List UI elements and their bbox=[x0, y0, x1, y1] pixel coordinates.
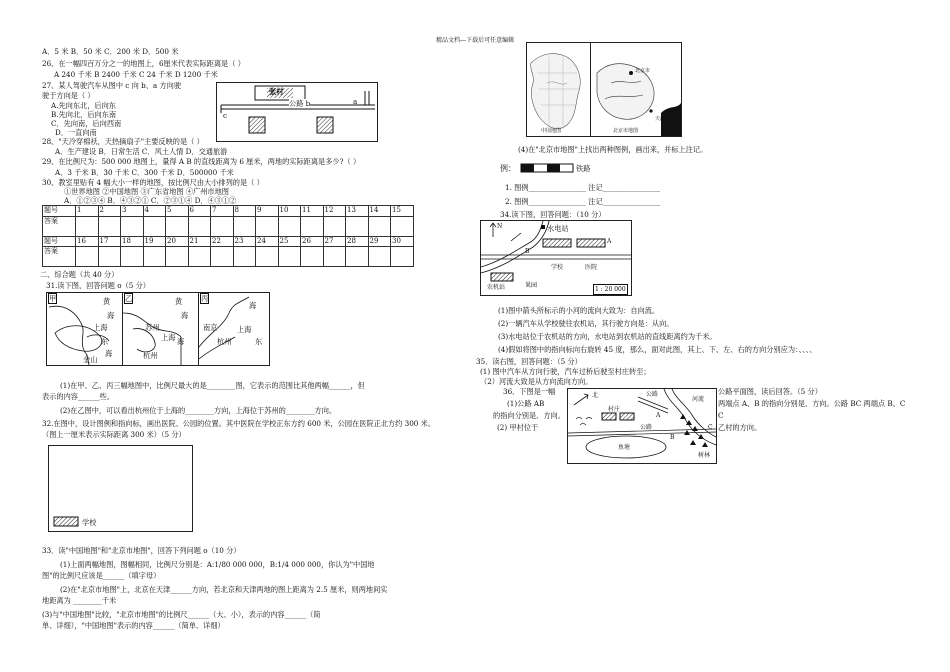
railway-symbol bbox=[521, 164, 573, 172]
q27-road-label: 公路 b bbox=[289, 99, 311, 108]
q31-map-yi-drawing bbox=[123, 293, 198, 365]
q33-1b: 图"的比例尺应该是______（填字母） bbox=[42, 571, 161, 580]
table-cell: 8 bbox=[233, 206, 256, 217]
q31-label-hangzhou: 杭州 bbox=[143, 351, 158, 360]
q31-label-bing: 丙 bbox=[201, 294, 209, 303]
answer-table bbox=[42, 205, 414, 267]
legend-example-label: 例： bbox=[500, 164, 516, 173]
beijing-map-caption: 北京市地图 bbox=[613, 128, 639, 134]
table-cell: 25 bbox=[278, 236, 301, 247]
q31-1: (1)在甲、乙、丙三幅地图中，比例尺最大的是________图，它表示的范围比其他两幅______，但 bbox=[60, 381, 365, 390]
table-cell: 28 bbox=[346, 236, 369, 247]
answer-cell[interactable] bbox=[143, 247, 166, 267]
q36-north: 北 bbox=[592, 392, 599, 399]
q36-map bbox=[567, 388, 717, 464]
q27-letter-a: a bbox=[353, 97, 358, 106]
q31-label-sea1: 黄 bbox=[103, 297, 111, 306]
table-cell: 2 bbox=[98, 206, 121, 217]
table-cell: 23 bbox=[233, 236, 256, 247]
q31-map-bing bbox=[198, 292, 270, 366]
q35-1: (1) 图中汽车从方向行驶，汽车过桥后驶至村庄转至； bbox=[480, 367, 651, 376]
answer-cell[interactable] bbox=[121, 216, 144, 236]
q36-point-C: C bbox=[708, 424, 713, 431]
q31-label-nanjing: 南京 bbox=[203, 323, 218, 332]
table-cell: 12 bbox=[323, 206, 346, 217]
q36-2b: 乙村的方向。 bbox=[718, 423, 762, 432]
q32-school-label: 学校 bbox=[82, 518, 97, 527]
table-cell: 24 bbox=[256, 236, 279, 247]
q36-village: 村庄 bbox=[608, 406, 621, 413]
q35-2: （2）河流大致是从方向流向方向。 bbox=[480, 377, 593, 386]
answer-cell[interactable] bbox=[301, 247, 324, 267]
q32-drawing-area[interactable] bbox=[48, 445, 193, 532]
table-cell: 1 bbox=[76, 206, 99, 217]
answer-cell[interactable] bbox=[188, 247, 211, 267]
section-2-title: 二、综合题（共 40 分） bbox=[40, 270, 119, 279]
answer-cell[interactable] bbox=[98, 247, 121, 267]
answer-cell[interactable] bbox=[98, 216, 121, 236]
table-cell: 18 bbox=[121, 236, 144, 247]
table-cell: 20 bbox=[166, 236, 189, 247]
answer-cell[interactable] bbox=[256, 216, 279, 236]
table-cell: 14 bbox=[368, 206, 391, 217]
q31-label-yi: 乙 bbox=[125, 294, 133, 303]
table-cell: 21 bbox=[188, 236, 211, 247]
table-cell: 19 bbox=[143, 236, 166, 247]
q31-label-sea2b: 海 bbox=[181, 311, 189, 320]
q36-road: 公路 bbox=[640, 424, 653, 431]
table-cell: 30 bbox=[391, 236, 414, 247]
q32-school-symbol bbox=[49, 446, 192, 531]
q36-road-top: 公路 bbox=[646, 391, 659, 398]
q36-fishpond: 鱼塘 bbox=[618, 444, 631, 451]
q34-orchard: 果园 bbox=[525, 282, 538, 289]
answer-cell[interactable] bbox=[391, 216, 414, 236]
q31-label-hai: 海 bbox=[105, 349, 113, 358]
q34-2: (2)一辆汽车从学校驶往农机站，其行驶方向是：从向。 bbox=[498, 319, 674, 328]
q31-label-jia: 甲 bbox=[49, 294, 57, 303]
q28-options: A．生产建设 B．日常生活 C．风土人情 D．交通旅游 bbox=[55, 147, 228, 156]
q36-grove: 树林 bbox=[698, 452, 711, 459]
answer-cell[interactable] bbox=[233, 247, 256, 267]
table-row bbox=[43, 236, 414, 247]
answer-cell[interactable] bbox=[323, 247, 346, 267]
q36-1: (1)公路 AB bbox=[507, 399, 545, 408]
q25-options: A．5 米 B．50 米 C．200 米 D．500 米 bbox=[42, 47, 179, 56]
legend-rail-label: 铁路 bbox=[576, 164, 591, 173]
table-cell: 29 bbox=[368, 236, 391, 247]
table-cell: 5 bbox=[166, 206, 189, 217]
q27-road-map bbox=[216, 82, 378, 142]
answer-cell[interactable] bbox=[391, 247, 414, 267]
q36-b: 公路平面图，读后回答。（5 分） bbox=[718, 387, 822, 396]
q26-options: A 240 千米 B 2400 千米 C 24 千米 D 1200 千米 bbox=[54, 70, 218, 79]
q27-village-label: 张村 bbox=[269, 87, 284, 96]
q31-label-shanghai2: 上海 bbox=[161, 333, 176, 342]
q28: 28、"天冷穿棉袄，天热摘扇子"主要反映的是（ ） bbox=[42, 137, 204, 146]
q29: 29、在比例尺为：500 000 地图上，量得 A B 的直线距离为 6 厘米，两地的实际距离是多少?（ ） bbox=[42, 157, 361, 166]
table-cell: 16 bbox=[76, 236, 99, 247]
china-map-drawing bbox=[527, 43, 591, 136]
answer-cell[interactable] bbox=[278, 216, 301, 236]
q27-option-d: D．一直向南 bbox=[55, 128, 97, 137]
table-header: 答案 bbox=[43, 216, 76, 236]
q34-label-B: B bbox=[525, 248, 530, 255]
answer-cell[interactable] bbox=[346, 247, 369, 267]
answer-cell[interactable] bbox=[76, 247, 99, 267]
table-row bbox=[43, 216, 414, 236]
q33-3b: 单、详细），"中国地图"表示的内容______（简单、详细） bbox=[42, 621, 225, 630]
table-cell: 6 bbox=[188, 206, 211, 217]
q27-letter-c: c bbox=[223, 111, 228, 120]
legend-2: 2. 图例________________ 注记________________ bbox=[505, 197, 661, 206]
q36-2: (2) 甲村位于 bbox=[497, 423, 539, 432]
table-cell: 11 bbox=[301, 206, 324, 217]
q36-point-A: A bbox=[656, 412, 661, 419]
q34-power-station: 水电站 bbox=[547, 224, 569, 233]
q32: 32.在图中，设计图例和指向标，画出医院、公园的位置。其中医院在学校正东方约 600 米，公园在医院正北方约 300 米。 bbox=[42, 419, 436, 428]
table-row bbox=[43, 206, 414, 217]
q31-label-dong: 东 bbox=[101, 337, 109, 346]
q34-3: (3)水电站位于农机站的方向，水电站到农机站的直线距离约为千米。 bbox=[498, 332, 717, 341]
q36-1d: C bbox=[718, 411, 724, 420]
beijing-map-drawing bbox=[591, 43, 681, 136]
q31-label-hai2: 海 bbox=[177, 337, 185, 346]
q31-label-sea1b: 海 bbox=[107, 311, 115, 320]
q31-2: (2)在乙图中，可以看出杭州位于上海的________方向，上海位于苏州的________方向。 bbox=[60, 406, 337, 415]
q31-label-hai3: 海 bbox=[249, 301, 257, 310]
q27-road-map-drawing bbox=[217, 83, 377, 141]
q27-option-c: C．先向南，后向西南 bbox=[51, 119, 122, 128]
tianjin-label: 天津 bbox=[655, 116, 666, 122]
answer-cell[interactable] bbox=[211, 216, 234, 236]
beijing-label: 北京市 bbox=[635, 68, 651, 74]
q33-2b: 地距离为 ________千米 bbox=[42, 596, 117, 605]
answer-cell[interactable] bbox=[233, 216, 256, 236]
q33-1: (1)上面两幅地图，图幅相同，比例尺分别是：A:1/80 000 000，B:1/4 000 000，你认为"中国地 bbox=[60, 560, 375, 569]
table-row bbox=[43, 247, 414, 267]
answer-cell[interactable] bbox=[301, 216, 324, 236]
q27-option-b: B.先向北，后向东南 bbox=[51, 110, 117, 119]
answer-cell[interactable] bbox=[166, 216, 189, 236]
table-cell: 4 bbox=[143, 206, 166, 217]
q34-1: (1)图中箭头所标示的小河的流向大致为：自向流。 bbox=[498, 306, 660, 315]
q27-option-a: A.先向东北，后向东 bbox=[51, 101, 116, 110]
table-cell: 22 bbox=[211, 236, 234, 247]
q36-1b: 两端点 A、B 的指向分别是、方向。公路 BC 两端点 B、C bbox=[718, 399, 906, 408]
answer-cell[interactable] bbox=[76, 216, 99, 236]
china-map bbox=[526, 42, 592, 137]
table-header: 题号 bbox=[43, 236, 76, 247]
answer-cell[interactable] bbox=[346, 216, 369, 236]
answer-cell[interactable] bbox=[278, 247, 301, 267]
q31-label-sea2: 黄 bbox=[175, 297, 183, 306]
q36-point-B: B bbox=[670, 434, 675, 441]
q30: 30、教室里贴有 4 幅大小一样的地图，按比例尺由大小排列的是（ ） bbox=[42, 178, 264, 187]
q33: 33．读"中国地图"和"北京市地图"，回答下列问题 o（10 分） bbox=[42, 546, 241, 555]
q31-label-suzhou: 苏州 bbox=[145, 323, 160, 332]
q29-options: A．3 千米 B．30 千米 C．300 千米 D．500000 千米 bbox=[55, 168, 234, 177]
table-cell: 7 bbox=[211, 206, 234, 217]
answer-cell[interactable] bbox=[166, 247, 189, 267]
q31-label-shanghai3: 上海 bbox=[237, 325, 252, 334]
q30-options: A．①②③④ B．④③②① C．②③①④ D．④③①② bbox=[64, 196, 237, 205]
china-map-caption: 中国地图 bbox=[541, 128, 562, 134]
q26: 26、在一幅四百万分之一的地图上，6厘米代表实际距离是（ ） bbox=[42, 59, 245, 68]
q34-north: N bbox=[497, 223, 503, 230]
q34-map bbox=[480, 220, 632, 296]
table-cell: 3 bbox=[121, 206, 144, 217]
beijing-map bbox=[590, 42, 682, 137]
q34-hospital: 医院 bbox=[585, 264, 598, 271]
answer-cell[interactable] bbox=[323, 216, 346, 236]
q31-map-yi bbox=[122, 292, 199, 366]
q34-4: (4)假如将图中的指向标向右旋转 45 度，那么，面对此图，其上、下、左、右的方向分别应为：、、、、 bbox=[498, 345, 817, 354]
q31-label-hangzhou2: 杭州 bbox=[217, 337, 232, 346]
table-cell: 15 bbox=[391, 206, 414, 217]
q33-4: (4)在"北京市地图"上找出两种图例，画出来，并标上注记。 bbox=[518, 145, 708, 154]
q32-b: （图上一厘米表示实际距离 300 米）（5 分） bbox=[42, 430, 186, 439]
answer-cell[interactable] bbox=[368, 247, 391, 267]
q34-scale: 1 : 20 000 bbox=[595, 286, 626, 293]
q31-label-jinshan: 金山 bbox=[83, 355, 98, 364]
table-header: 答案 bbox=[43, 247, 76, 267]
q31-label-shanghai: 上海 bbox=[93, 323, 108, 332]
q31: 31.读下图，回答问题 o（5 分） bbox=[46, 281, 150, 290]
q31-map-jia bbox=[46, 292, 123, 366]
table-header: 题号 bbox=[43, 206, 76, 217]
answer-cell[interactable] bbox=[143, 216, 166, 236]
q27: 27、某人驾驶汽车从图中 c 向 b、a 方向驶 bbox=[42, 81, 182, 90]
q31-1b: 表示的内容______些。 bbox=[42, 392, 114, 401]
q36-1c: 的指向分别是、方向。 bbox=[493, 411, 565, 420]
answer-cell[interactable] bbox=[121, 247, 144, 267]
q36: 36．下图是一幅 bbox=[503, 387, 556, 396]
table-cell: 27 bbox=[323, 236, 346, 247]
q35: 35．读右图，回答问题：（5 分） bbox=[476, 357, 582, 366]
q33-3: (3)与"中国地图"比较，"北京市地图"的比例尺______（大、小），表示的内容______（简 bbox=[42, 610, 321, 619]
answer-cell[interactable] bbox=[188, 216, 211, 236]
table-cell: 26 bbox=[301, 236, 324, 247]
q31-label-dong2: 东 bbox=[255, 337, 263, 346]
answer-cell[interactable] bbox=[211, 247, 234, 267]
q34-farm-station: 农机站 bbox=[487, 284, 506, 291]
answer-cell[interactable] bbox=[368, 216, 391, 236]
q33-2: (2)在"北京市地图"上，北京在天津______方向，若北京和天津两地的图上距离为 2.5 厘米，则两地间实 bbox=[60, 585, 388, 594]
q34-label-A: A bbox=[607, 238, 612, 245]
q36-river: 河流 bbox=[692, 396, 705, 403]
answer-cell[interactable] bbox=[256, 247, 279, 267]
table-cell: 13 bbox=[346, 206, 369, 217]
table-cell: 17 bbox=[98, 236, 121, 247]
legend-1: 1. 图例________________ 注记________________ bbox=[505, 183, 661, 192]
q30-maps: ①世界地图 ②中国地图 ③广东省地图 ④广州市地图 bbox=[64, 187, 229, 196]
q34: 34.读下图，回答问题：（10 分） bbox=[500, 210, 606, 219]
q27-b: 驶于方向是（ ） bbox=[42, 91, 95, 100]
header-note: 精品文档---下载后可任意编辑 bbox=[436, 37, 515, 44]
table-cell: 9 bbox=[256, 206, 279, 217]
table-cell: 10 bbox=[278, 206, 301, 217]
q34-school: 学校 bbox=[551, 264, 564, 271]
